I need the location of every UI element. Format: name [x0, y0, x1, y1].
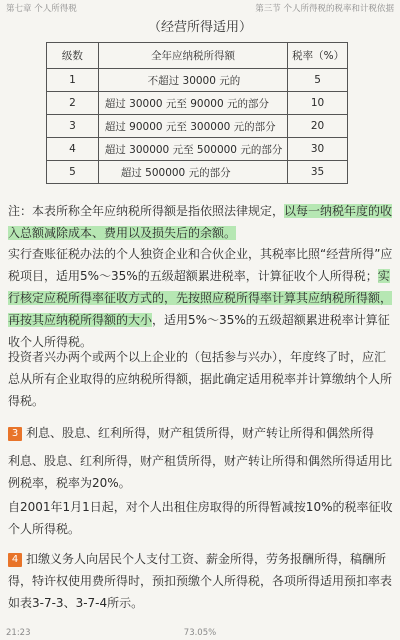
clock-time: 21:23 — [6, 628, 31, 638]
table-row — [47, 138, 348, 161]
level-cell: 5 — [47, 161, 99, 184]
table-row — [47, 115, 348, 138]
level-cell: 4 — [47, 138, 99, 161]
rate-cell: 20 — [288, 115, 348, 138]
range-cell: 超过 90000 元至 300000 元的部分 — [98, 115, 287, 138]
section-heading-4 — [8, 548, 393, 614]
highlighted-text[interactable]: 实行核定应税所得率征收方式的，先按照应税所得率计算其应纳税所得额，再按其应纳税所得额的大小 — [8, 269, 393, 327]
table-header-row — [47, 43, 348, 69]
paragraph-investor: 投资者兴办两个或两个以上企业的（包括参与兴办），年度终了时，应汇总从所有企业取得的应纳税所得额，据此确定适用税率并计算缴纳个人所得税。 — [8, 350, 393, 408]
reader-header — [0, 0, 400, 14]
range-cell: 超过 500000 元的部分 — [98, 161, 287, 184]
paragraph-text: 实行查账征税办法的个人独资企业和合伙企业，其税率比照“经营所得”应税项目，适用5%～35%的五级超额累进税率，计算征收个人所得税； — [8, 247, 393, 283]
reader-footer — [0, 626, 400, 640]
range-cell: 超过 30000 元至 90000 元的部分 — [98, 92, 287, 115]
paragraph-sole-proprietorship — [8, 243, 393, 353]
level-cell: 1 — [47, 69, 99, 92]
table-note — [8, 200, 393, 244]
reading-progress: 73.05% — [183, 628, 217, 638]
paragraph-text: ，适用5%～35%的五级超额累进税率计算征收个人所得税。 — [8, 313, 390, 349]
range-cell: 不超过 30000 元的 — [98, 69, 287, 92]
tax-rate-table — [46, 42, 348, 184]
table-row — [47, 69, 348, 92]
section-title-text: 扣缴义务人向居民个人支付工资、薪金所得，劳务报酬所得，稿酬所得，特许权使用费所得时，预扣预缴个人所得税，各项所得适用预扣率表如表3-7-3、3-7-4所示。 — [8, 552, 393, 610]
section-number-badge: 3 — [8, 427, 22, 441]
section-title: 第三节 个人所得税的税率和计税依据 — [255, 4, 394, 14]
rate-cell: 10 — [288, 92, 348, 115]
section-title-text: 利息、股息、红利所得，财产租赁所得，财产转让所得和偶然所得 — [26, 426, 375, 440]
highlighted-text[interactable]: 以每一纳税年度的收入总额减除成本、费用以及损失后的余额。 — [8, 204, 393, 240]
level-cell: 2 — [47, 92, 99, 115]
table-row — [47, 161, 348, 184]
rate-cell: 35 — [288, 161, 348, 184]
column-header: 级数 — [47, 43, 99, 69]
paragraph-rental-rate: 自2001年1月1日起，对个人出租住房取得的所得暂减按10%的税率征收个人所得税。 — [8, 500, 393, 536]
range-cell: 超过 300000 元至 500000 元的部分 — [98, 138, 287, 161]
table-subtitle: （经营所得适用） — [147, 20, 252, 35]
rate-cell: 5 — [288, 69, 348, 92]
note-text: 注：本表所称全年应纳税所得额是指依照法律规定， — [8, 204, 285, 218]
column-header: 税率（%） — [288, 43, 348, 69]
chapter-title: 第七章 个人所得税 — [6, 4, 77, 14]
column-header: 全年应纳税所得额 — [98, 43, 287, 69]
paragraph-proportional-rate: 利息、股息、红利所得，财产租赁所得，财产转让所得和偶然所得适用比例税率，税率为20%。 — [8, 454, 393, 490]
section-number-badge: 4 — [8, 553, 22, 567]
rate-cell: 30 — [288, 138, 348, 161]
table-row — [47, 92, 348, 115]
level-cell: 3 — [47, 115, 99, 138]
section-heading-3 — [8, 422, 393, 444]
